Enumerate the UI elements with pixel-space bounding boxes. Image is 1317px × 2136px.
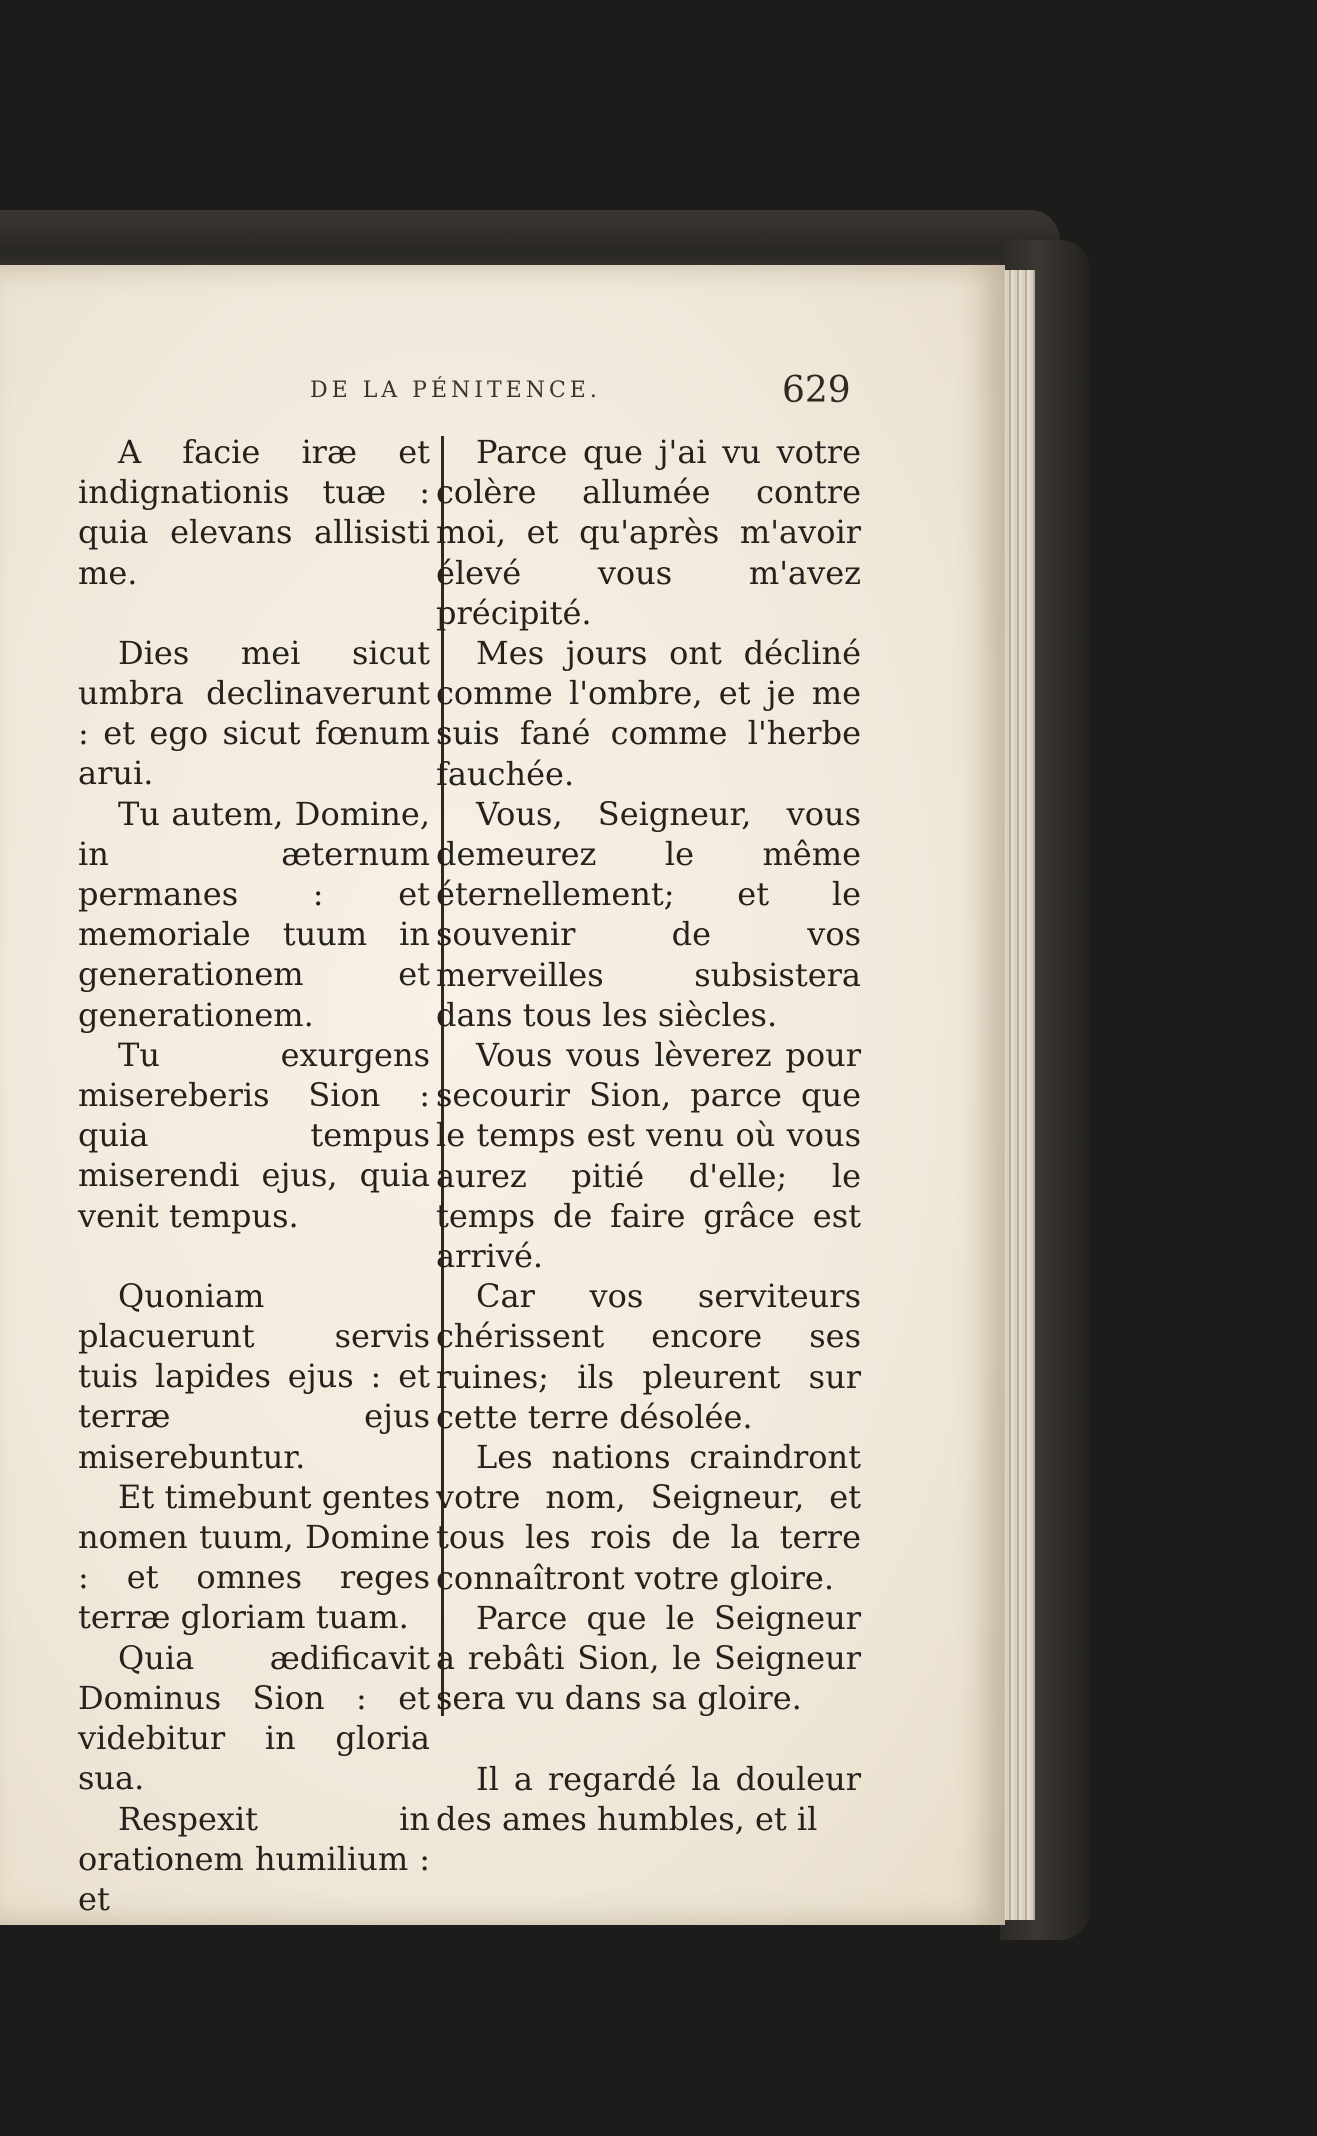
page-number: 629	[782, 370, 851, 411]
latin-verse: Tu exurgens misereberis Sion : quia tempus miserendi ejus, quia venit tempus.	[78, 1035, 430, 1235]
latin-verse: A facie iræ et indignationis tuæ : quia elevans allisisti me.	[78, 433, 430, 592]
french-column	[436, 432, 861, 1839]
french-verse: Il a regardé la douleur des ames humbles, et il	[436, 1759, 861, 1838]
latin-verse: Quoniam placuerunt servis tuis lapides ejus : et terræ ejus miserebuntur.	[78, 1276, 430, 1476]
french-verse: Car vos serviteurs chérissent encore ses ruines; ils pleurent sur cette terre désolée.	[436, 1277, 861, 1436]
latin-verse: Dies mei sicut umbra declinaverunt : et ego sicut fœnum arui.	[78, 633, 430, 793]
latin-verse: Tu autem, Domine, in æternum permanes : et memoriale tuum in generationem et generationem.	[78, 794, 430, 1034]
latin-column	[78, 432, 430, 1919]
latin-verse: Quia ædificavit Dominus Sion : et videbitur in gloria sua.	[78, 1638, 430, 1798]
french-verse: Les nations craindront votre nom, Seigneur, et tous les rois de la terre connaîtront votre gloire.	[436, 1438, 861, 1597]
french-verse: Vous vous lèverez pour secourir Sion, parce que le temps est venu où vous aurez pitié d'elle; le temps de faire grâce est arrivé.	[436, 1036, 861, 1276]
latin-verse: Et timebunt gentes nomen tuum, Domine : et omnes reges terræ gloriam tuam.	[78, 1477, 430, 1637]
french-verse: Vous, Seigneur, vous demeurez le même éternellement; et le souvenir de vos merveilles subsistera dans tous les siècles.	[436, 794, 861, 1034]
french-verse: Parce que j'ai vu votre colère allumée contre moi, et qu'après m'avoir élevé vous m'avez précipité.	[436, 433, 861, 632]
french-verse: Mes jours ont décliné comme l'ombre, et je me suis fané comme l'herbe fauchée.	[436, 634, 861, 793]
latin-verse: Respexit in orationem humilium : et	[78, 1799, 430, 1918]
running-head: DE LA PÉNITENCE.	[310, 378, 601, 403]
french-verse: Parce que le Seigneur a rebâti Sion, le Seigneur sera vu dans sa gloire.	[436, 1598, 861, 1718]
